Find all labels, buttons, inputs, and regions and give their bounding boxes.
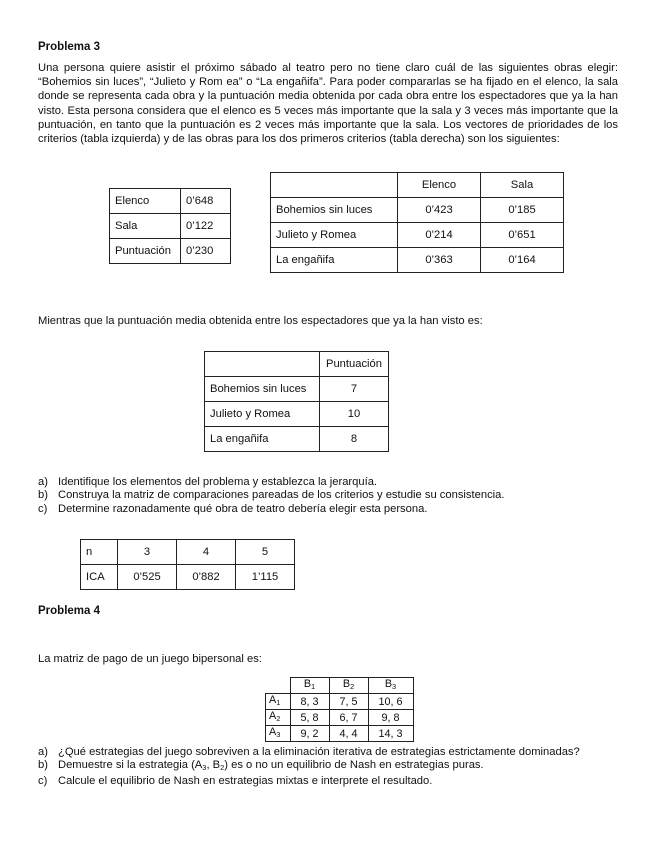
value-cell: 0’423: [398, 198, 481, 223]
criteria-table: [109, 188, 231, 264]
payoff-cell: 7, 5: [329, 694, 368, 710]
item-label: b): [38, 759, 48, 772]
col-header: $B_1$: [290, 678, 329, 694]
table-row: [110, 239, 231, 264]
table-row: [266, 710, 414, 726]
problem4-intro: La matriz de pago de un juego bipersonal es:: [38, 653, 262, 665]
payoff-cell: 4, 4: [329, 726, 368, 742]
criteria-name: Elenco: [110, 189, 181, 214]
table-header-row: [205, 352, 389, 377]
table-row: [271, 198, 564, 223]
ica-cell: 0’882: [177, 565, 236, 590]
item-text: Identifique los elementos del problema y establezca la jerarquía.: [58, 476, 378, 488]
ica-table: [80, 539, 295, 590]
ica-label: ICA: [81, 565, 118, 590]
empty-corner: [266, 678, 291, 694]
item-label: c): [38, 502, 48, 515]
row-header: $A_1$: [266, 694, 291, 710]
value-cell: 8: [320, 427, 389, 452]
payoff-cell: 6, 7: [329, 710, 368, 726]
payoff-cell: 5, 8: [290, 710, 329, 726]
value-cell: 0’164: [481, 248, 564, 273]
list-item: [38, 775, 628, 788]
work-name: Julieto y Romea: [271, 223, 398, 248]
list-item: [38, 476, 618, 489]
item-label: c): [38, 774, 48, 787]
ica-cell: 3: [118, 540, 177, 565]
item-text: Demuestre si la estrategia ($A_3$, $B_2$) es o no un equilibrio de Nash en estrategias puras.: [58, 759, 484, 773]
table-header-row: [271, 173, 564, 198]
item-text: ¿Qué estrategias del juego sobreviven a la eliminación iterativa de estrategias estrictamente dominadas?: [58, 746, 580, 758]
ica-cell: 4: [177, 540, 236, 565]
item-text: Construya la matriz de comparaciones pareadas de los criterios y estudie su consistencia.: [58, 489, 505, 502]
criteria-name: Puntuación: [110, 239, 181, 264]
value-cell: 0’363: [398, 248, 481, 273]
table-row: [110, 189, 231, 214]
problem3-title: Problema 3: [38, 41, 100, 53]
work-name: La engañifa: [271, 248, 398, 273]
criteria-weight: 0’648: [181, 189, 231, 214]
table-row: [81, 565, 295, 590]
table-row: [266, 694, 414, 710]
value-cell: 7: [320, 377, 389, 402]
table-row: [205, 402, 389, 427]
problem3-questions: [38, 476, 618, 516]
table-row: [266, 726, 414, 742]
row-header: $A_3$: [266, 726, 291, 742]
table-row: [205, 377, 389, 402]
value-cell: 0’185: [481, 198, 564, 223]
table-row: [81, 540, 295, 565]
payoff-cell: 9, 2: [290, 726, 329, 742]
col-header: $B_2$: [329, 678, 368, 694]
work-name: Julieto y Romea: [205, 402, 320, 427]
value-cell: 0’651: [481, 223, 564, 248]
table-row: [271, 223, 564, 248]
list-item: [38, 503, 618, 516]
table-row: [205, 427, 389, 452]
value-cell: 10: [320, 402, 389, 427]
ica-cell: 5: [236, 540, 295, 565]
list-item: [38, 759, 628, 774]
criteria-weight: 0’230: [181, 239, 231, 264]
item-text: Calcule el equilibrio de Nash en estrategias mixtas e interprete el resultado.: [58, 774, 433, 787]
payoff-cell: 8, 3: [290, 694, 329, 710]
ica-cell: 0’525: [118, 565, 177, 590]
score-intro: Mientras que la puntuación media obtenida entre los espectadores que ya la han visto es:: [38, 315, 483, 327]
problem3-paragraph: Una persona quiere asistir el próximo sábado al teatro pero no tiene claro cuál de las siguientes obras elegir: “Bohemios sin luces”, “Julieto y Rom ea” o “La engañifa”. Para poder compararlas se ha fijado en el elenco, la sala donde se representa cada obra y la puntuación media obtenida por cada obra entre los espectadores que ya la han visto. Esta persona considera que el elenco es 5 veces más importante que la sala y 3 veces más importante que la puntuación, en tanto que la puntuación es 2 veces más importante que la sala. Los vectores de prioridades de los criterios (tabla izquierda) y de las obras para los dos primeros criterios (tabla derecha) son los siguientes:: [38, 62, 618, 146]
table-row: [110, 214, 231, 239]
payoff-cell: 10, 6: [368, 694, 413, 710]
payoff-matrix: [265, 677, 414, 742]
header-cell: [271, 173, 398, 198]
ica-label: n: [81, 540, 118, 565]
work-name: Bohemios sin luces: [271, 198, 398, 223]
work-name: La engañifa: [205, 427, 320, 452]
criteria-name: Sala: [110, 214, 181, 239]
col-header: $B_3$: [368, 678, 413, 694]
header-cell: Elenco: [398, 173, 481, 198]
row-header: $A_2$: [266, 710, 291, 726]
list-item: [38, 489, 618, 502]
header-cell: Sala: [481, 173, 564, 198]
item-label: a): [38, 746, 48, 758]
works-priority-table: [270, 172, 564, 273]
criteria-weight: 0’122: [181, 214, 231, 239]
item-label: a): [38, 476, 48, 488]
item-text: Determine razonadamente qué obra de teatro debería elegir esta persona.: [58, 502, 428, 515]
problem4-questions: [38, 746, 628, 788]
header-cell: Puntuación: [320, 352, 389, 377]
header-cell: [205, 352, 320, 377]
value-cell: 0’214: [398, 223, 481, 248]
score-table: [204, 351, 389, 452]
payoff-cell: 14, 3: [368, 726, 413, 742]
list-item: [38, 746, 628, 759]
work-name: Bohemios sin luces: [205, 377, 320, 402]
ica-cell: 1’115: [236, 565, 295, 590]
problem4-title: Problema 4: [38, 605, 100, 617]
payoff-cell: 9, 8: [368, 710, 413, 726]
table-row: [271, 248, 564, 273]
table-header-row: [266, 678, 414, 694]
item-label: b): [38, 489, 48, 502]
